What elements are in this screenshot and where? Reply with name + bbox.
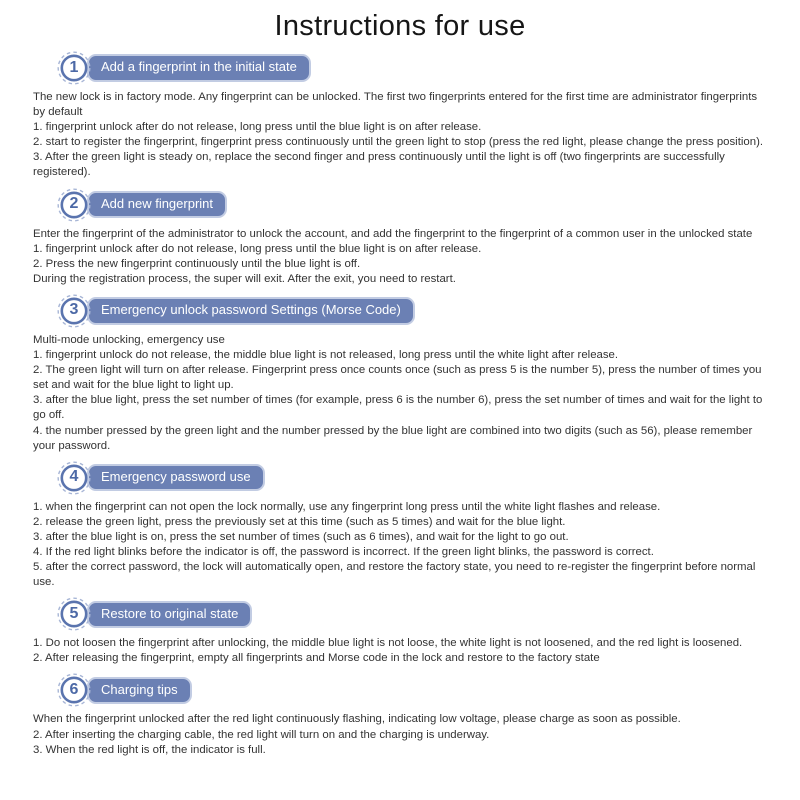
instruction-step: 2. release the green light, press the previously set at this time (such as 5 times) and wait for the blue light. [33, 515, 566, 528]
section-number-badge [57, 51, 91, 85]
instruction-step: 3. after the blue light, press the set number of times (for example, press 6 is the number 6), press the set number of times and wait for the light to go off. [33, 394, 763, 422]
section-heading-pill [87, 297, 415, 324]
section-header [57, 51, 767, 85]
section-3 [33, 294, 767, 454]
section-heading-pill [87, 464, 265, 491]
instruction-paragraph: The new lock is in factory mode. Any fingerprint can be unlocked. The first two fingerprints entered for the first time are administrator fingerprints by default [33, 91, 758, 119]
instruction-step: 2. Press the new fingerprint continuously until the blue light is off. [33, 257, 361, 270]
instruction-step: 5. after the correct password, the lock will automatically open, and restore the factory state, you need to re-register the fingerprint before normal use. [33, 561, 756, 589]
instruction-paragraph: Multi-mode unlocking, emergency use [33, 333, 225, 346]
section-heading-text: Charging tips [101, 681, 178, 697]
section-heading-pill [87, 54, 311, 81]
section-number-badge [57, 673, 91, 707]
section-heading-text: Add new fingerprint [101, 195, 214, 211]
section-body [33, 636, 767, 666]
instruction-step: 1. fingerprint unlock after do not release, long press until the blue light is on after release. [33, 242, 482, 255]
page-title: Instructions for use [274, 10, 526, 42]
section-header [57, 673, 767, 707]
section-number-badge [57, 597, 91, 631]
section-2 [33, 188, 767, 287]
instruction-step: 1. fingerprint unlock after do not release, long press until the blue light is on after release. [33, 121, 482, 134]
section-heading-text: Restore to original state [101, 605, 239, 621]
instruction-paragraph: When the fingerprint unlocked after the red light continuously flashing, indicating low voltage, please charge as soon as possible. [33, 713, 681, 726]
section-heading-text: Emergency unlock password Settings (Morse Code) [101, 302, 401, 318]
instruction-step: 2. start to register the fingerprint, fingerprint press continuously until the green light to stop (press the red light, please change the press position). [33, 136, 764, 149]
instruction-step: 3. after the blue light is on, press the set number of times (such as 6 times), and wait for the light to go out. [33, 530, 569, 543]
instruction-step: 3. When the red light is off, the indicator is full. [33, 743, 266, 756]
instruction-step: 1. fingerprint unlock do not release, the middle blue light is not released, long press until the white light after release. [33, 349, 619, 362]
section-6 [33, 673, 767, 757]
section-number: 2 [69, 195, 79, 213]
section-heading-text: Add a fingerprint in the initial state [101, 59, 297, 75]
section-body [33, 500, 767, 591]
section-1 [33, 51, 767, 181]
instruction-step: 1. when the fingerprint can not open the lock normally, use any fingerprint long press until the white light flashes and release. [33, 500, 661, 513]
instruction-paragraph: During the registration process, the super will exit. After the exit, you need to restart. [33, 272, 456, 285]
section-heading-pill [87, 677, 192, 704]
section-number: 6 [69, 680, 79, 698]
instruction-step: 2. After inserting the charging cable, the red light will turn on and the charging is underway. [33, 728, 490, 741]
section-body [33, 227, 767, 287]
section-header [57, 188, 767, 222]
section-header [57, 461, 767, 495]
instruction-step: 4. the number pressed by the green light and the number pressed by the blue light are combined into two digits (such as 56), please remember your password. [33, 424, 753, 452]
section-number: 3 [69, 301, 79, 319]
instruction-step: 1. Do not loosen the fingerprint after unlocking, the middle blue light is not loose, the white light is not loosened, and the red light is loosened. [33, 637, 743, 650]
section-5 [33, 597, 767, 666]
section-header [57, 597, 767, 631]
section-header [57, 294, 767, 328]
section-number-badge [57, 461, 91, 495]
section-body [33, 90, 767, 181]
section-number: 5 [69, 604, 79, 622]
section-heading-pill [87, 601, 252, 628]
section-body [33, 712, 767, 757]
section-body [33, 333, 767, 454]
instruction-step: 2. The green light will turn on after release. Fingerprint press once counts once (such as press 5 is the number 5), press the number of times you set and wait for the blue light to light up. [33, 364, 762, 392]
section-number: 1 [69, 58, 79, 76]
section-number-badge [57, 294, 91, 328]
instruction-step: 3. After the green light is steady on, replace the second finger and press continuously until the light is off (two fingerprints are successfully registered). [33, 151, 725, 179]
section-number-badge [57, 188, 91, 222]
section-heading-pill [87, 191, 227, 218]
instruction-step: 2. After releasing the fingerprint, empty all fingerprints and Morse code in the lock and restore to the factory state [33, 652, 600, 665]
section-heading-text: Emergency password use [101, 469, 251, 485]
instruction-paragraph: Enter the fingerprint of the administrator to unlock the account, and add the fingerprint to the fingerprint of a common user in the unlocked state [33, 227, 753, 240]
instruction-step: 4. If the red light blinks before the indicator is off, the password is incorrect. If the green light blinks, the password is correct. [33, 545, 654, 558]
section-4 [33, 461, 767, 591]
section-number: 4 [69, 468, 79, 486]
